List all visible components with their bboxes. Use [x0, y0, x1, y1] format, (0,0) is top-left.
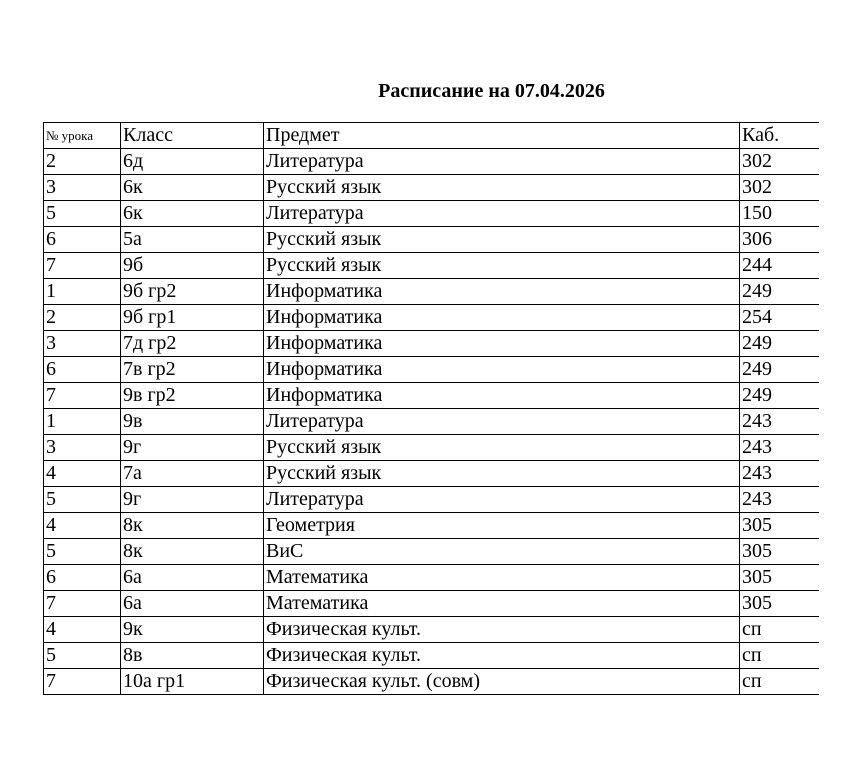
cell-subject: Информатика [264, 357, 740, 383]
cell-lesson: 5 [44, 643, 121, 669]
cell-lesson: 6 [44, 227, 121, 253]
schedule-table [43, 122, 819, 695]
cell-lesson: 3 [44, 175, 121, 201]
cell-class: 6к [121, 175, 264, 201]
cell-subject: Информатика [264, 383, 740, 409]
table-row [44, 331, 819, 357]
cell-subject: Русский язык [264, 227, 740, 253]
cell-lesson: 4 [44, 513, 121, 539]
cell-lesson: 2 [44, 305, 121, 331]
header-lesson: № урока [44, 123, 121, 149]
cell-subject: Литература [264, 201, 740, 227]
cell-subject: Математика [264, 565, 740, 591]
cell-class: 6д [121, 149, 264, 175]
cell-subject: Физическая культ. [264, 617, 740, 643]
cell-class: 9г [121, 487, 264, 513]
cell-room: 150 [740, 201, 819, 227]
cell-lesson: 5 [44, 487, 121, 513]
cell-class: 8в [121, 643, 264, 669]
cell-room: 243 [740, 487, 819, 513]
cell-subject: Литература [264, 149, 740, 175]
table-row [44, 253, 819, 279]
table-row [44, 591, 819, 617]
cell-room: 249 [740, 331, 819, 357]
cell-lesson: 7 [44, 669, 121, 695]
cell-room: сп [740, 643, 819, 669]
cell-class: 7в гр2 [121, 357, 264, 383]
cell-room: 302 [740, 175, 819, 201]
cell-subject: Русский язык [264, 253, 740, 279]
cell-room: 249 [740, 279, 819, 305]
table-row [44, 513, 819, 539]
page-title: Расписание на 07.04.2026 [378, 80, 605, 102]
cell-class: 7д гр2 [121, 331, 264, 357]
cell-room: 305 [740, 565, 819, 591]
cell-lesson: 2 [44, 149, 121, 175]
cell-class: 8к [121, 539, 264, 565]
cell-class: 9в [121, 409, 264, 435]
cell-subject: Русский язык [264, 435, 740, 461]
cell-subject: Русский язык [264, 175, 740, 201]
table-row [44, 461, 819, 487]
cell-class: 9г [121, 435, 264, 461]
cell-subject: Математика [264, 591, 740, 617]
cell-class: 9б [121, 253, 264, 279]
table-row [44, 305, 819, 331]
table-row [44, 643, 819, 669]
table-row [44, 539, 819, 565]
cell-subject: Геометрия [264, 513, 740, 539]
cell-lesson: 3 [44, 435, 121, 461]
cell-subject: Информатика [264, 305, 740, 331]
table-row [44, 201, 819, 227]
schedule-rows [44, 149, 819, 695]
cell-subject: Информатика [264, 331, 740, 357]
table-row [44, 149, 819, 175]
table-row [44, 617, 819, 643]
table-row [44, 409, 819, 435]
cell-subject: ВиС [264, 539, 740, 565]
cell-lesson: 1 [44, 279, 121, 305]
cell-lesson: 1 [44, 409, 121, 435]
cell-subject: Литература [264, 487, 740, 513]
cell-room: 243 [740, 435, 819, 461]
cell-class: 9в гр2 [121, 383, 264, 409]
cell-class: 6а [121, 591, 264, 617]
cell-subject: Русский язык [264, 461, 740, 487]
cell-room: 243 [740, 461, 819, 487]
cell-subject: Физическая культ. (совм) [264, 669, 740, 695]
cell-lesson: 6 [44, 565, 121, 591]
cell-room: 302 [740, 149, 819, 175]
cell-subject: Физическая культ. [264, 643, 740, 669]
cell-room: сп [740, 617, 819, 643]
cell-room: 306 [740, 227, 819, 253]
cell-lesson: 5 [44, 201, 121, 227]
cell-class: 9к [121, 617, 264, 643]
cell-room: 305 [740, 591, 819, 617]
cell-class: 6к [121, 201, 264, 227]
table-row [44, 435, 819, 461]
cell-room: 249 [740, 357, 819, 383]
cell-lesson: 6 [44, 357, 121, 383]
cell-class: 6а [121, 565, 264, 591]
cell-class: 8к [121, 513, 264, 539]
cell-class: 9б гр2 [121, 279, 264, 305]
cell-lesson: 4 [44, 617, 121, 643]
cell-lesson: 7 [44, 383, 121, 409]
cell-room: 305 [740, 539, 819, 565]
table-row [44, 279, 819, 305]
cell-room: 305 [740, 513, 819, 539]
cell-lesson: 5 [44, 539, 121, 565]
cell-room: 254 [740, 305, 819, 331]
header-room: Каб. [740, 123, 819, 149]
cell-lesson: 3 [44, 331, 121, 357]
cell-lesson: 4 [44, 461, 121, 487]
cell-lesson: 7 [44, 253, 121, 279]
cell-room: сп [740, 669, 819, 695]
cell-room: 243 [740, 409, 819, 435]
cell-subject: Информатика [264, 279, 740, 305]
table-row [44, 175, 819, 201]
cell-class: 5а [121, 227, 264, 253]
table-row [44, 669, 819, 695]
cell-room: 249 [740, 383, 819, 409]
table-row [44, 565, 819, 591]
header-class: Класс [121, 123, 264, 149]
header-subject: Предмет [264, 123, 740, 149]
table-row [44, 227, 819, 253]
cell-class: 9б гр1 [121, 305, 264, 331]
cell-subject: Литература [264, 409, 740, 435]
cell-lesson: 7 [44, 591, 121, 617]
cell-class: 7а [121, 461, 264, 487]
table-row [44, 487, 819, 513]
cell-class: 10а гр1 [121, 669, 264, 695]
table-row [44, 357, 819, 383]
cell-room: 244 [740, 253, 819, 279]
table-row [44, 383, 819, 409]
header-row [44, 123, 819, 149]
